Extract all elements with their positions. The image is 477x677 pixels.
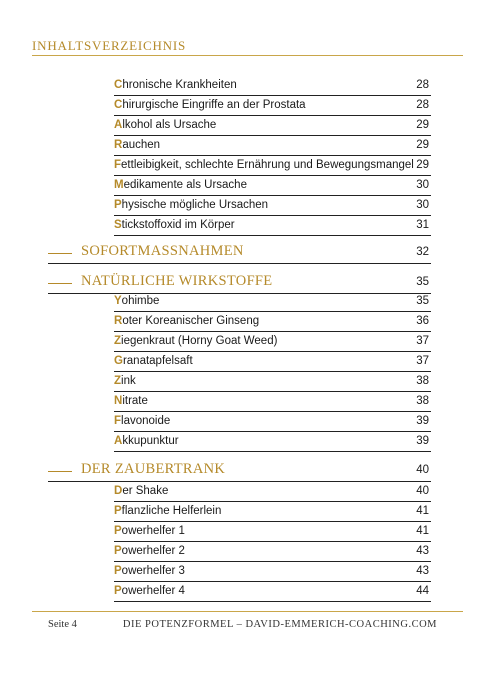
entry-initial: S [114,219,122,231]
toc-entry[interactable] [114,197,431,216]
toc-entry[interactable] [114,217,431,236]
entry-initial: D [114,485,123,497]
entry-title-rest: iegenkraut (Horny Goat Weed) [121,335,278,347]
entry-initial: A [114,119,123,131]
entry-title [114,414,170,429]
page-number: 31 [416,219,429,231]
entry-initial: N [114,395,123,407]
entry-title-rest: owerhelfer 4 [121,585,185,597]
page-number: 30 [416,179,429,191]
page-number: 40 [416,485,429,497]
page-number: 30 [416,199,429,211]
toc-entry[interactable] [114,353,431,372]
entry-initial: A [114,435,123,447]
entry-title [114,484,168,499]
entry-title [114,334,277,349]
entry-title [114,394,148,409]
page-number: 41 [416,505,429,517]
entry-title-rest: ohimbe [121,295,160,307]
entry-title [114,504,221,519]
page-number: 28 [416,79,429,91]
entry-title-rest: hysische mögliche Ursachen [121,199,269,211]
entry-initial: G [114,355,123,367]
page-number: 35 [416,295,429,307]
entry-initial: Z [114,375,122,387]
entry-title [114,354,193,369]
entry-title-rest: oter Koreanischer Ginseng [122,315,260,327]
entry-initial: R [114,139,123,151]
toc-entry[interactable] [114,483,431,502]
entry-title-rest: ranatapfelsaft [122,355,193,367]
entry-initial: C [114,99,123,111]
toc-entry[interactable] [114,563,431,582]
entry-title-rest: er Shake [122,485,169,497]
footer-page-number: Seite 4 [48,619,77,630]
page-number: 39 [416,435,429,447]
entry-initial: P [114,585,122,597]
page-number: 37 [416,355,429,367]
entry-initial: F [114,415,122,427]
entry-title-rest: owerhelfer 2 [121,545,185,557]
page-number: 44 [416,585,429,597]
page-number: 29 [416,119,429,131]
entry-title-rest: lavonoide [121,415,171,427]
entry-title [114,544,185,559]
toc-entry[interactable] [114,77,431,96]
entry-title [114,374,136,389]
entry-initial: Y [114,295,122,307]
toc-entry[interactable] [114,503,431,522]
entry-title [114,434,179,449]
entry-initial: F [114,159,122,171]
page-header-title: INHALTSVERZEICHNIS [32,38,187,53]
entry-title-rest: kkupunktur [122,435,179,447]
entry-initial: P [114,565,122,577]
page-number: 29 [416,159,429,171]
entry-title-rest: auchen [122,139,161,151]
entry-initial: C [114,79,123,91]
entry-title-rest: lkohol als Ursache [122,119,217,131]
section-title: DER ZAUBERTRANK [81,461,226,477]
entry-initial: R [114,315,123,327]
page-number: 43 [416,545,429,557]
entry-title-rest: tickstoffoxid im Körper [121,219,235,231]
page-number: 40 [416,464,429,476]
entry-title-rest: flanzliche Helferlein [121,505,222,517]
toc-section-heading[interactable] [48,461,431,482]
entry-initial: P [114,545,122,557]
toc-entry[interactable] [114,177,431,196]
section-title: SOFORTMASSNAHMEN [81,243,244,259]
entry-title-rest: owerhelfer 3 [121,565,185,577]
footer-book-title: DIE POTENZFORMEL – DAVID-EMMERICH-COACHING.COM [122,619,437,630]
toc-entry[interactable] [114,97,431,116]
page-number: 36 [416,315,429,327]
page-number: 41 [416,525,429,537]
entry-initial: P [114,525,122,537]
entry-title [114,294,159,309]
toc-entry[interactable] [114,373,431,392]
entry-title-rest: itrate [122,395,148,407]
toc-entry[interactable] [114,433,431,452]
toc-entry[interactable] [114,543,431,562]
page-number: 28 [416,99,429,111]
page-number: 38 [416,375,429,387]
entry-title [114,158,414,173]
entry-title [114,584,185,599]
page-number: 35 [416,276,429,288]
page-number: 37 [416,335,429,347]
entry-title [114,218,235,233]
entry-initial: P [114,505,122,517]
toc-entry[interactable] [114,333,431,352]
toc-entry[interactable] [114,293,431,312]
entry-title [114,178,247,193]
footer-divider [32,611,463,612]
entry-title [114,314,259,329]
entry-title [114,564,185,579]
entry-title [114,198,268,213]
page-number: 29 [416,139,429,151]
page-number: 39 [416,415,429,427]
entry-title [114,524,185,539]
entry-initial: Z [114,335,122,347]
section-ornament-line [48,471,72,472]
toc-entry[interactable] [114,117,431,136]
entry-title [114,138,160,153]
entry-title-rest: ettleibigkeit, schlechte Ernährung und Bewegungsmangel [121,159,414,171]
entry-initial: M [114,179,124,191]
section-title: NATÜRLICHE WIRKSTOFFE [81,273,273,289]
toc-section-heading[interactable] [48,243,431,264]
section-ornament-line [48,253,72,254]
entry-initial: P [114,199,122,211]
page-number: 43 [416,565,429,577]
toc-entry[interactable] [114,583,431,602]
section-ornament-line [48,283,72,284]
entry-title [114,98,306,113]
entry-title [114,118,216,133]
toc-entry[interactable] [114,523,431,542]
toc-section-heading[interactable] [48,273,431,294]
entry-title [114,78,237,93]
toc-entry[interactable] [114,393,431,412]
entry-title-rest: hronische Krankheiten [122,79,237,91]
page-number: 32 [416,246,429,258]
entry-title-rest: edikamente als Ursache [123,179,247,191]
entry-title-rest: owerhelfer 1 [121,525,185,537]
toc-entry[interactable] [114,157,431,176]
entry-title-rest: hirurgische Eingriffe an der Prostata [122,99,306,111]
toc-entry[interactable] [114,313,431,332]
toc-entry[interactable] [114,137,431,156]
page-number: 38 [416,395,429,407]
entry-title-rest: ink [121,375,136,387]
toc-entry[interactable] [114,413,431,432]
